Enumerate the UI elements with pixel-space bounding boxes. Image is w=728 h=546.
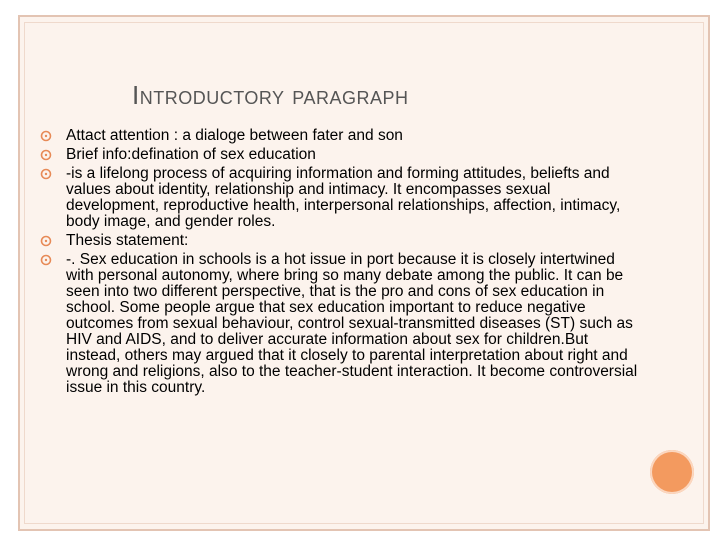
slide-title: Introductory paragraph (132, 80, 409, 110)
bullet-text: -. Sex education in schools is a hot issue in port because it is closely intertwined with personal autonomy, where bring so many debate among the public. It can be seen into two different perspective, that is the pro and cons of sex education in school. Some people argue that sex education important to reduce negative outcomes from sexual behaviour, control sexual-transmitted diseases (ST) such as HIV and AIDS, and to deliver accurate information about sex for children.But instead, others may argued that it closely to parental interpretation about right and wrong and religions, also to the teacher-student interaction. It become controversial issue in this country. (66, 251, 638, 396)
bullet-item (38, 147, 638, 163)
flower-bullet-icon (40, 168, 52, 180)
orange-circle-decoration (650, 450, 694, 494)
flower-bullet-icon (40, 235, 52, 247)
bullet-text: Attact attention : a dialoge between fater and son (66, 127, 403, 144)
bullet-text: -is a lifelong process of acquiring information and forming attitudes, beliefts and values about identity, relationship and intimacy. It encompasses sexual development, reproductive health, interpersonal relationships, affection, intimacy, body image, and gender roles. (66, 165, 621, 230)
bullet-text: Brief info:defination of sex education (66, 146, 316, 163)
bullet-item (38, 166, 638, 230)
flower-bullet-icon (40, 149, 52, 161)
bullet-item (38, 233, 638, 249)
flower-bullet-icon (40, 130, 52, 142)
bullet-list (38, 128, 638, 399)
bullet-item (38, 128, 638, 144)
bullet-item (38, 252, 638, 396)
bullet-text: Thesis statement: (66, 232, 189, 249)
flower-bullet-icon (40, 254, 52, 266)
